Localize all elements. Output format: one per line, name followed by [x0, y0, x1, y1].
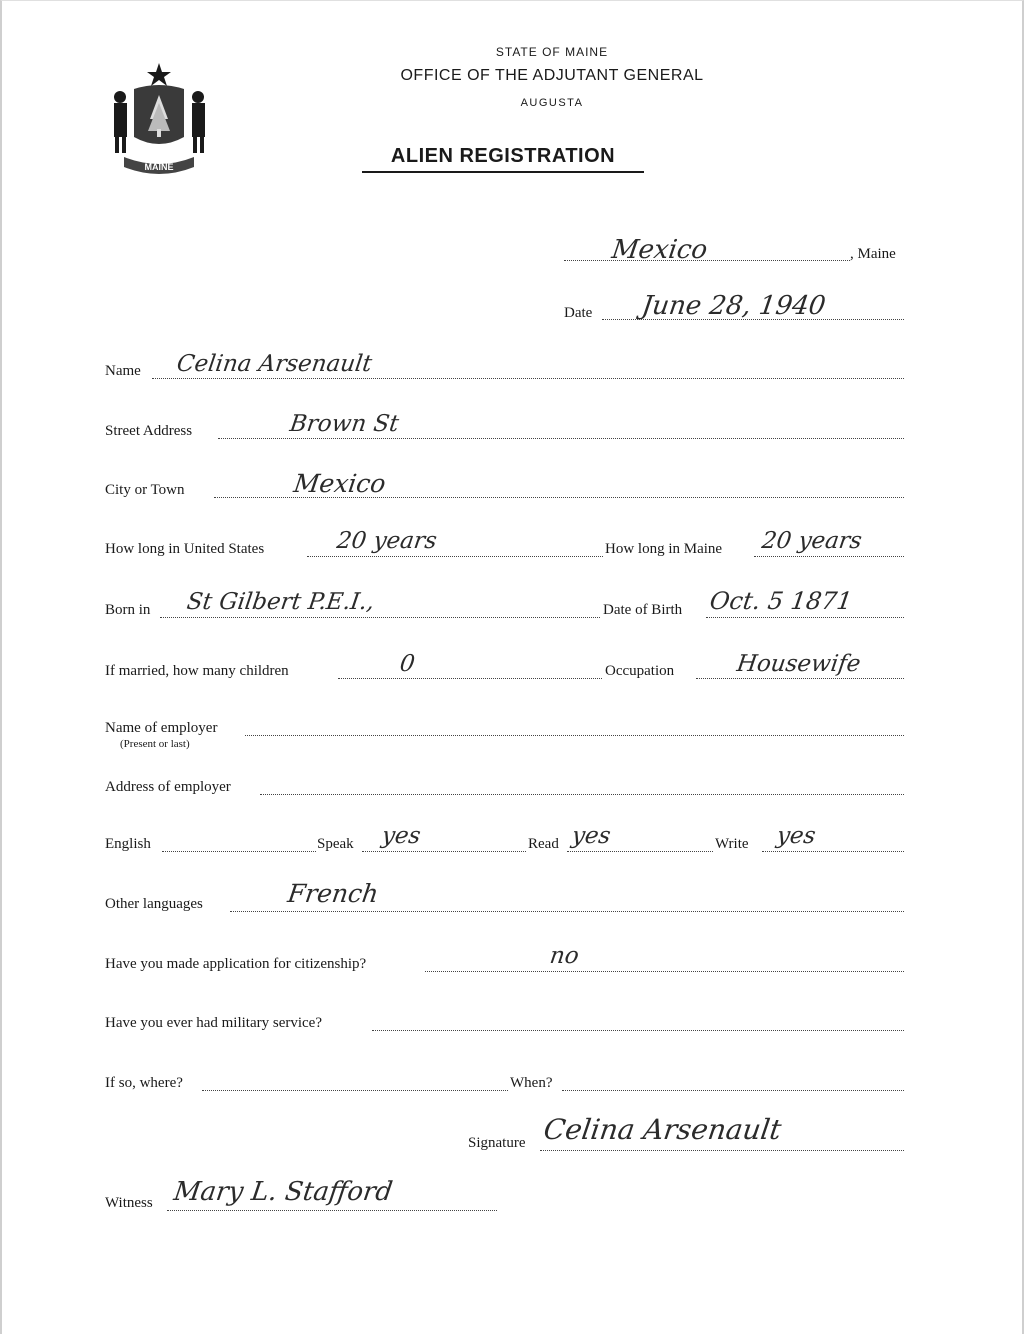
how-long-us-line	[307, 556, 603, 557]
when-line	[562, 1090, 904, 1091]
street-entry: Brown St	[288, 411, 401, 437]
witness-line	[167, 1210, 497, 1211]
name-entry: Celina Arsenault	[175, 351, 374, 377]
employer-name-line	[245, 735, 904, 736]
town-entry: Mexico	[609, 235, 710, 265]
employer-address-label: Address of employer	[105, 779, 231, 795]
form-title: ALIEN REGISTRATION	[362, 145, 644, 173]
date-entry: June 28, 1940	[639, 291, 828, 321]
office-heading: OFFICE OF THE ADJUTANT GENERAL	[400, 67, 704, 84]
children-label: If married, how many children	[105, 663, 289, 679]
english-line	[162, 851, 316, 852]
other-languages-label: Other languages	[105, 896, 203, 912]
employer-name-sublabel: (Present or last)	[120, 738, 190, 750]
speak-entry: yes	[380, 823, 423, 849]
children-line	[338, 678, 602, 679]
where-label: If so, where?	[105, 1075, 183, 1091]
how-long-us-label: How long in United States	[105, 541, 265, 557]
write-label: Write	[715, 836, 749, 852]
occupation-label: Occupation	[605, 663, 675, 679]
write-entry: yes	[775, 823, 818, 849]
maine-label: , Maine	[850, 246, 896, 262]
other-languages-line	[230, 911, 904, 912]
citizenship-entry: no	[548, 943, 581, 969]
write-line	[762, 851, 904, 852]
city-label: City or Town	[105, 482, 185, 498]
born-in-label: Born in	[105, 602, 151, 618]
where-line	[202, 1090, 508, 1091]
how-long-us-entry: 20 years	[335, 528, 439, 554]
street-label: Street Address	[105, 423, 193, 439]
born-in-entry: St Gilbert P.E.I.,	[185, 589, 377, 615]
speak-label: Speak	[317, 836, 354, 852]
citizenship-line	[425, 971, 904, 972]
how-long-maine-line	[754, 556, 904, 557]
how-long-maine-label: How long in Maine	[605, 541, 723, 557]
signature-entry: Celina Arsenault	[541, 1113, 784, 1146]
signature-line	[540, 1150, 904, 1151]
street-line	[218, 438, 904, 439]
occupation-line	[696, 678, 904, 679]
born-in-line	[160, 617, 600, 618]
date-label: Date	[564, 305, 593, 321]
read-label: Read	[528, 836, 559, 852]
read-line	[567, 851, 713, 852]
signature-label: Signature	[468, 1135, 526, 1151]
citizenship-label: Have you made application for citizenship?	[105, 956, 367, 972]
witness-entry: Mary L. Stafford	[171, 1177, 395, 1207]
employer-name-label: Name of employer	[105, 720, 218, 736]
name-label: Name	[105, 363, 141, 379]
maine-state-seal-icon	[104, 59, 214, 179]
military-line	[372, 1030, 904, 1031]
employer-address-line	[260, 794, 904, 795]
seal-motto: MAINE	[144, 162, 174, 172]
city-heading: AUGUSTA	[520, 97, 584, 109]
state-heading: STATE OF MAINE	[495, 45, 609, 59]
dob-label: Date of Birth	[603, 602, 683, 618]
military-label: Have you ever had military service?	[105, 1015, 322, 1031]
dob-entry: Oct. 5 1871	[708, 587, 854, 615]
children-entry: 0	[398, 651, 417, 677]
other-languages-entry: French	[285, 879, 381, 908]
read-entry: yes	[570, 823, 613, 849]
town-line	[564, 260, 850, 261]
dob-line	[706, 617, 904, 618]
how-long-maine-entry: 20 years	[760, 528, 864, 554]
city-entry: Mexico	[291, 469, 388, 498]
name-line	[152, 378, 904, 379]
occupation-entry: Housewife	[735, 651, 863, 677]
english-label: English	[105, 836, 151, 852]
speak-line	[362, 851, 526, 852]
witness-label: Witness	[105, 1195, 153, 1211]
when-label: When?	[510, 1075, 553, 1091]
